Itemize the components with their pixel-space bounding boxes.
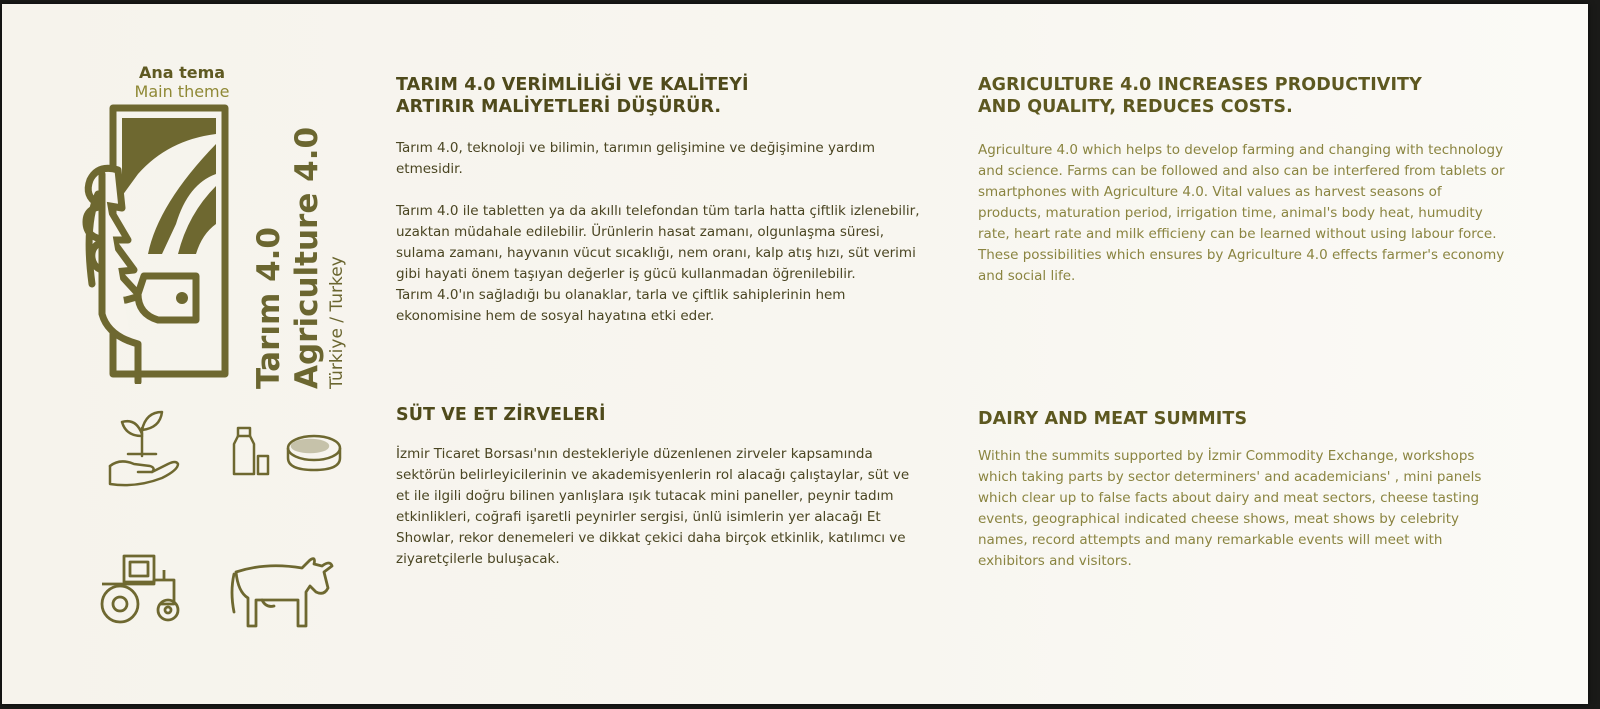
vertical-theme-title bbox=[250, 109, 362, 389]
body-summits-tr bbox=[396, 444, 916, 570]
agriculture-tr-para1: Tarım 4.0, teknoloji ve bilimin, tarımın gelişimine ve değişimine yardım etmesidir. bbox=[396, 140, 876, 177]
cow-icon bbox=[226, 552, 338, 630]
seedling-in-hand-icon bbox=[106, 406, 182, 488]
country-label: Türkiye / Turkey bbox=[327, 256, 347, 389]
heading-agriculture-tr-line2: ARTIRIR MALİYETLERİ DÜŞÜRÜR. bbox=[396, 97, 722, 117]
main-theme-label-en: Main theme bbox=[134, 82, 230, 101]
main-theme-label bbox=[112, 64, 252, 102]
summits-tr-para1: İzmir Ticaret Borsası'nın destekleriyle düzenlenen zirveler kapsamında sektörün belirleyicilerinin ve akademisyenlerin rol alacağı çalıştaylar, süt ve et ile ilgili doğru bilinen yanlışlara ışık tutacak mini paneller, peynir tadım etkinlikleri, coğrafi işaretli peynirler sergisi, ünlü isimlerin yer alacağı Et Showlar, rekor denemeleri ve dikkat çekici daha birçok etkinlik, katılımcı ve ziyaretçilerle buluşacak. bbox=[396, 446, 910, 567]
title-en: Agriculture 4.0 bbox=[289, 126, 325, 389]
heading-agriculture-en bbox=[978, 74, 1538, 118]
summits-en-para1: Within the summits supported by İzmir Commodity Exchange, workshops which taking parts by sector determiners' and academicians' , mini panels which clear up to false facts about dairy and meat sectors, cheese tasting events, geographical indicated cheese shows, meat shows by celebrity names, record attempts and many remarkable events will meet with exhibitors and visitors. bbox=[978, 448, 1482, 569]
agriculture-en-para1: Agriculture 4.0 which helps to develop farming and changing with technology and science. Farms can be followed and also can be interfered from tablets or smartphones with Agriculture 4.0. Vital values as harvest seasons of products, maturation period, irrigation time, animal's body heat, humudity rate, heart rate and milk efficieny can be learned without using labour force. These possibilities which ensures by Agriculture 4.0 effects farmer's economy and social life. bbox=[978, 142, 1505, 284]
heading-agriculture-en-line1: AGRICULTURE 4.0 INCREASES PRODUCTIVITY bbox=[978, 75, 1422, 95]
brochure-page bbox=[2, 4, 1588, 704]
milk-and-cheese-icon bbox=[228, 424, 344, 478]
hand-holding-phone-field-icon bbox=[78, 104, 238, 384]
body-agriculture-en bbox=[978, 140, 1506, 287]
body-agriculture-tr bbox=[396, 138, 926, 327]
heading-agriculture-tr-line1: TARIM 4.0 VERİMLİLİĞİ VE KALİTEYİ bbox=[396, 75, 749, 95]
body-summits-en bbox=[978, 446, 1506, 572]
title-tr: Tarım 4.0 bbox=[251, 227, 287, 389]
agriculture-tr-para2: Tarım 4.0 ile tabletten ya da akıllı telefondan tüm tarla hatta çiftlik izlenebilir, uzaktan müdahale edilebilir. Ürünlerin hasat zamanı, olgunlaşma süresi, sulama zamanı, hayvanın vücut sıcaklığı, nem oranı, kalp atış hızı, süt verimi gibi hayati önem taşıyan değerler iş gücü kullanmadan öğrenilebilir. bbox=[396, 203, 920, 282]
tractor-icon bbox=[94, 550, 186, 626]
heading-agriculture-en-line2: AND QUALITY, REDUCES COSTS. bbox=[978, 97, 1293, 117]
main-theme-label-tr: Ana tema bbox=[138, 63, 226, 82]
heading-summits-en: DAIRY AND MEAT SUMMITS bbox=[978, 409, 1248, 429]
agriculture-tr-para3: Tarım 4.0'ın sağladığı bu olanaklar, tarla ve çiftlik sahiplerinin hem ekonomisine hem de sosyal hayatına etki eder. bbox=[396, 287, 846, 324]
heading-summits-tr: SÜT VE ET ZİRVELERİ bbox=[396, 405, 606, 425]
heading-agriculture-tr bbox=[396, 74, 856, 118]
